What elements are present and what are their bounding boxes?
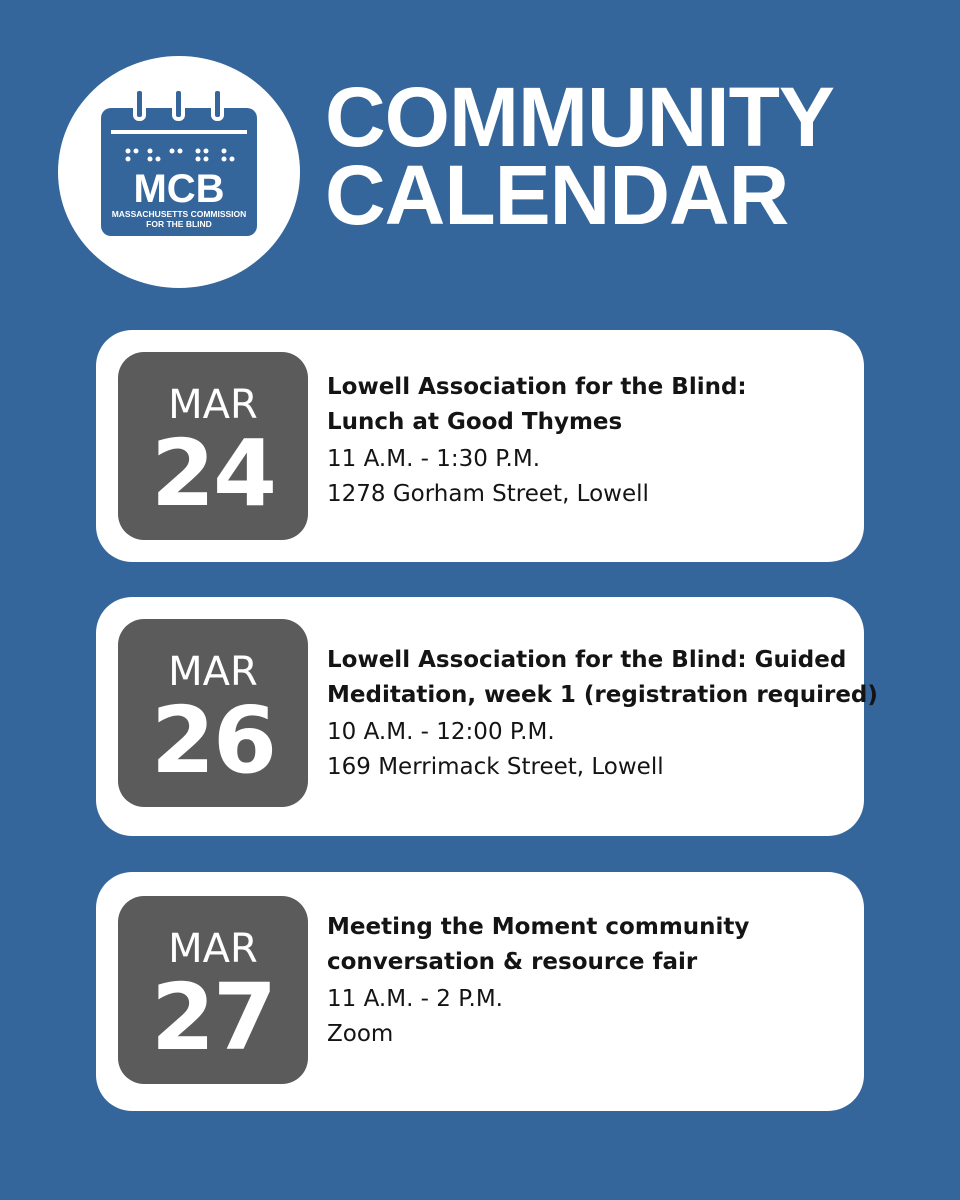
date-month: MAR: [168, 926, 258, 972]
event-title: Lowell Association for the Blind: Lunch at Good Thymes: [327, 374, 747, 435]
event-time: 10 A.M. - 12:00 P.M.: [327, 719, 555, 745]
date-badge: [118, 619, 308, 807]
event-location: 169 Merrimack Street, Lowell: [327, 754, 664, 780]
title-line-1: COMMUNITY: [325, 70, 834, 164]
event-time: 11 A.M. - 2 P.M.: [327, 986, 503, 1012]
event-location: 1278 Gorham Street, Lowell: [327, 481, 649, 507]
logo-text-line2: FOR THE BLIND: [146, 219, 212, 229]
date-month: MAR: [168, 649, 258, 695]
date-day: 27: [150, 964, 276, 1071]
date-badge: [118, 896, 308, 1084]
event-title: Meeting the Moment community conversation & resource fair: [327, 914, 750, 975]
date-day: 24: [150, 420, 276, 527]
event-card: [96, 330, 864, 562]
event-info: [327, 643, 878, 785]
page-title: [325, 70, 834, 242]
logo-abbreviation: MCB: [133, 167, 225, 211]
date-day: 26: [150, 687, 276, 794]
event-card: [96, 597, 878, 836]
title-line-2: CALENDAR: [325, 148, 789, 242]
logo-text-line1: MASSACHUSETTS COMMISSION: [111, 209, 247, 219]
event-title: Lowell Association for the Blind: Guided Meditation, week 1 (registration required): [327, 647, 878, 708]
event-location: Zoom: [327, 1021, 394, 1047]
date-month: MAR: [168, 382, 258, 428]
event-card: [96, 872, 864, 1111]
event-time: 11 A.M. - 1:30 P.M.: [327, 446, 541, 472]
event-info: [327, 910, 864, 1052]
mcb-logo: [58, 56, 300, 288]
calendar-icon: [58, 56, 300, 288]
event-info: [327, 370, 864, 512]
date-badge: [118, 352, 308, 540]
